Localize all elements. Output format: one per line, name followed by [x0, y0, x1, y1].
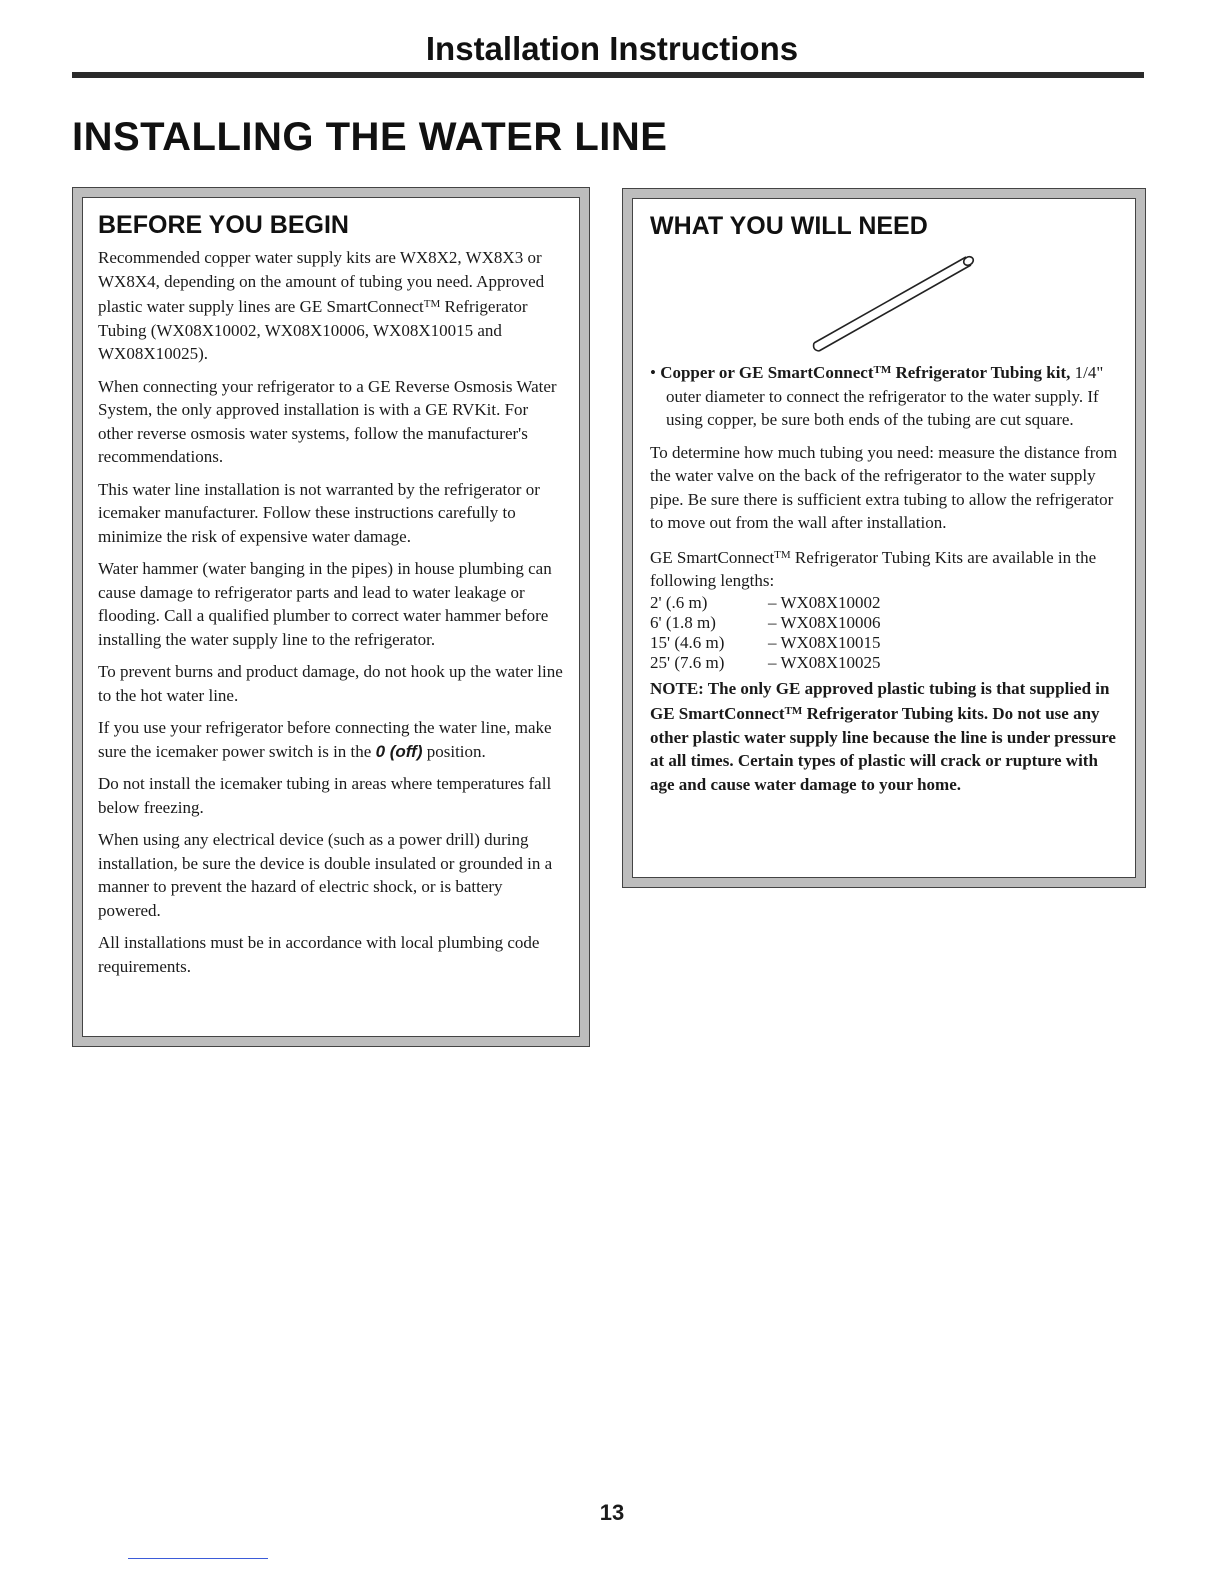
before-paragraph-6 [98, 716, 564, 763]
trademark: TM [774, 548, 791, 561]
trademark: TM [423, 298, 441, 310]
need-kits-paragraph [650, 544, 1120, 593]
note-text-b: Refrigerator Tubing kits. Do not use any other plastic water supply line because the line is under pressure at all times. Certain types of plastic will crack or rupture with age and cause water damage to your home. [650, 704, 1116, 794]
note-text-a: NOTE: The only GE approved plastic tubing is that supplied in GE SmartConnect [650, 678, 1110, 723]
p1-text-b: Refrigerator Tubing (WX08X10002, WX08X10006, WX08X10015 and WX08X10025). [98, 297, 528, 363]
before-paragraph-3: This water line installation is not warranted by the refrigerator or icemaker manufacturer. Follow these instructions carefully to minimize the risk of expensive water damage. [98, 479, 540, 546]
footer-line [128, 1558, 268, 1559]
length-size: 2' (.6 m) [650, 592, 708, 612]
before-paragraph-5: To prevent burns and product damage, do not hook up the water line to the hot water line. [98, 662, 563, 705]
tubing-lengths-list [650, 593, 1120, 673]
length-size: 25' (7.6 m) [650, 652, 725, 672]
list-item [650, 653, 1120, 673]
bullet-bold-b: Refrigerator Tubing kit, [891, 363, 1071, 382]
p1-text-a: Recommended copper water supply kits are WX8X2, WX8X3 or WX8X4, depending on the amount of tubing you need. Approved plastic water supply lines are GE SmartConnect [98, 248, 545, 316]
off-position-label: 0 (off) [375, 741, 423, 761]
what-you-will-need-box [623, 189, 1145, 887]
need-measure-paragraph: To determine how much tubing you need: measure the distance from the water valve on the back of the refrigerator to the water supply pipe. Be sure there is sufficient extra tubing to allow the refrigerator to move out from the wall after installation. [650, 442, 1118, 532]
length-size: 15' (4.6 m) [650, 632, 725, 652]
part-number: – WX08X10025 [768, 652, 881, 672]
need-bullet: • Copper or GE SmartConnect™ Refrigerator Tubing kit, 1/4" outer diameter to connect the refrigerator to the water supply. If using copper, be sure both ends of the tubing are cut square. [650, 363, 1104, 429]
page-number: 13 [599, 1500, 625, 1525]
need-heading: WHAT YOU WILL NEED [650, 212, 928, 240]
before-heading: BEFORE YOU BEGIN [98, 211, 349, 239]
tubing-icon [806, 247, 986, 355]
before-paragraph-4: Water hammer (water banging in the pipes) in house plumbing can cause damage to refrigerator parts and lead to water leakage or flooding. Call a qualified plumber to correct water hammer before installing the water supply line to the refrigerator. [98, 559, 552, 649]
p6-text-a: If you use your refrigerator before connecting the water line, make sure the icemaker power switch is in the [98, 718, 552, 761]
header-title: Installation Instructions [425, 30, 799, 67]
before-paragraph-8: When using any electrical device (such as a power drill) during installation, be sure the device is double insulated or grounded in a manner to prevent the hazard of electric shock, or is battery powered. [98, 830, 553, 920]
list-item [650, 593, 1120, 613]
part-number: – WX08X10006 [768, 612, 881, 632]
p6-text-b: position. [422, 741, 486, 761]
bullet-rest: 1/4" outer diameter to connect the refrigerator to the water supply. If using copper, be sure both ends of the tubing are cut square. [666, 363, 1104, 429]
before-you-begin-box [73, 188, 589, 1046]
list-item [650, 613, 1120, 633]
main-heading: INSTALLING THE WATER LINE [72, 115, 668, 159]
length-size: 6' (1.8 m) [650, 612, 716, 632]
before-paragraph-2: When connecting your refrigerator to a GE Reverse Osmosis Water System, the only approved installation is with a GE RVKit. For other reverse osmosis water systems, follow the manufacturer's recommendations. [98, 376, 557, 466]
before-paragraph-1 [98, 246, 564, 366]
bullet-bold-a: Copper or GE SmartConnect [660, 363, 874, 382]
kits-text-a: GE SmartConnect [650, 547, 775, 567]
part-number: – WX08X10002 [768, 592, 881, 612]
trademark: TM [784, 705, 803, 717]
part-number: – WX08X10015 [768, 632, 881, 652]
tubing-illustration [650, 247, 1120, 359]
list-item [650, 633, 1120, 653]
kits-text-b: Refrigerator Tubing Kits are available in the following lengths: [650, 547, 1097, 590]
before-paragraph-9: All installations must be in accordance with local plumbing code requirements. [98, 933, 540, 976]
before-paragraph-7: Do not install the icemaker tubing in areas where temperatures fall below freezing. [98, 774, 552, 817]
trademark: TM [873, 364, 892, 376]
header-rule [72, 72, 1144, 78]
need-note [650, 677, 1120, 797]
